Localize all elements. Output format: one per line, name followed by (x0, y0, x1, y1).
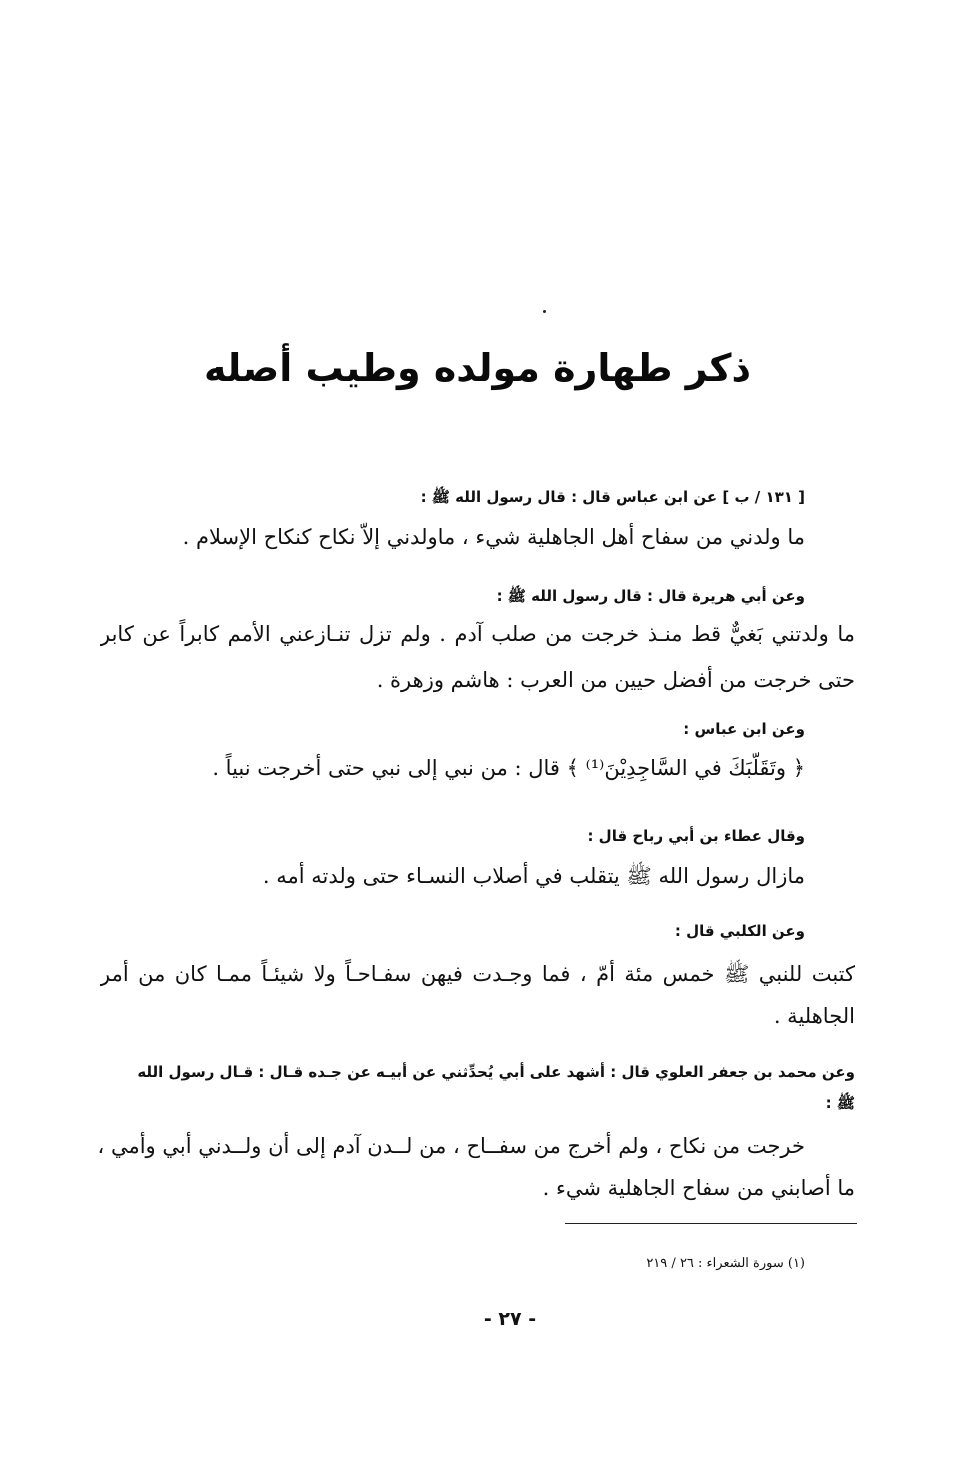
hadith-intro: وعن ابن عباس : (683, 720, 805, 738)
decorative-dot (543, 310, 546, 313)
hadith-intro: وقال عطاء بن أبي رباح قال : (587, 827, 805, 845)
hadith-text-line: ما أصابني من سفاح الجاهلية شيء . (542, 1176, 855, 1200)
hadith-intro: وعن الكلبي قال : (674, 922, 805, 940)
hadith-text-line: كتبت للنبي ﷺ خمس مئة أمّ ، فما وجـدت فيهن سفـاحـاً ولا شيئـاً ممـا كان من أمر (100, 962, 855, 986)
hadith-text-line: ما ولدني من سفاح أهل الجاهلية شيء ، ماولدني إلاّ نكاح كنكاح الإسلام . (182, 525, 805, 549)
footnote-separator (565, 1223, 857, 1224)
hadith-text-line: حتى خرجت من أفضل حيين من العرب : هاشم وزهرة . (376, 668, 855, 692)
hadith-intro: [ ١٣١ / ب ] عن ابن عباس قال : قال رسول الله ﷺ : (420, 488, 805, 506)
hadith-intro: وعن أبي هريرة قال : قال رسول الله ﷺ : (496, 587, 805, 605)
footnote: (١) سورة الشعراء : ٢٦ / ٢١٩ (646, 1256, 805, 1271)
hadith-text-line: الجاهلية . (773, 1004, 855, 1028)
hadith-text-line: مازال رسول الله ﷺ يتقلب في أصلاب النسـاء حتى ولدته أمه . (262, 864, 805, 888)
hadith-intro-continued: ﷺ : (825, 1094, 855, 1112)
hadith-text-line: خرجت من نكاح ، ولم أخرج من سفــاح ، من لــدن آدم إلى أن ولــدني أبي وأمي ، (97, 1134, 805, 1158)
hadith-text-line: ما ولدتني بَغيٌّ قط منـذ خرجت من صلب آدم . ولم تزل تنـازعني الأمم كابراً عن كابر (100, 622, 855, 646)
page-number: - ٢٧ - (483, 1308, 537, 1330)
hadith-text-line: ﴿ وتَقَلُّبَكَ في السَّاجِدِيْنَ⁽¹⁾ ﴾ قال : من نبي إلى نبي حتى أخرجت نبياً . (212, 756, 805, 780)
chapter-title: ذكر طهارة مولده وطيب أصله (203, 346, 752, 390)
hadith-intro: وعن محمد بن جعفر العلوي قال : أشهد على أبي يُحدِّثني عن أبيـه عن جـده قـال : قـال رسول الله (137, 1063, 855, 1081)
